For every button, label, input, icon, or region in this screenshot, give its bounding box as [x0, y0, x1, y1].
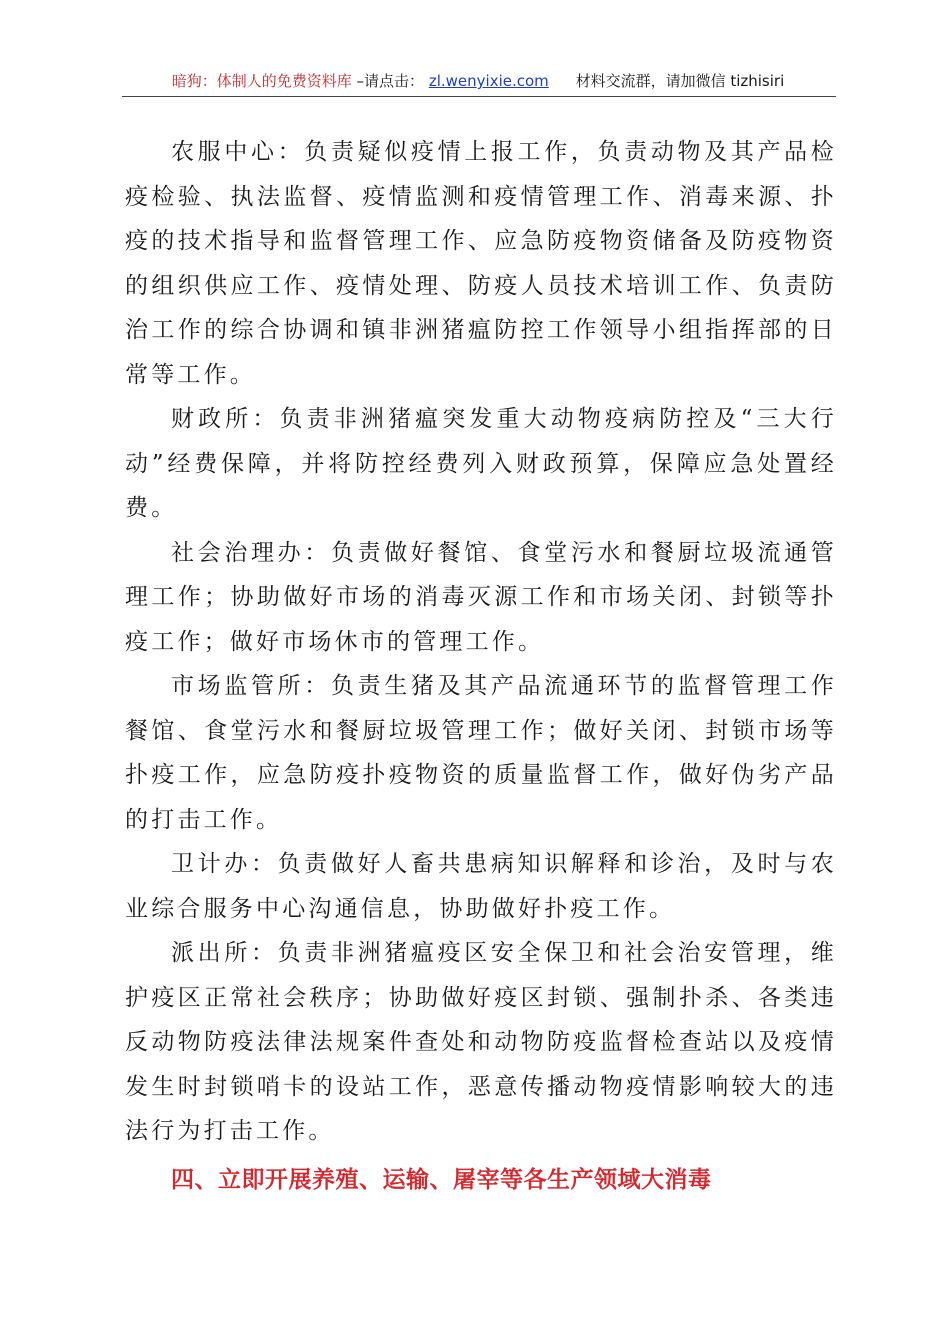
- paragraph-finance-office: 财政所：负责非洲猪瘟突发重大动物疫病防控及“三大行动”经费保障，并将防控经费列入财政预算，保障应急处置经费。: [125, 406, 837, 521]
- paragraph-health-office: 卫计办：负责做好人畜共患病知识解释和诊治，及时与农业综合服务中心沟通信息，协助做好扑疫工作。: [125, 851, 837, 922]
- header-separator: –: [351, 72, 365, 90]
- header-note: 材料交流群，请加微信 tizhisiri: [575, 72, 785, 90]
- header-link[interactable]: zl.wenyixie.com: [428, 72, 549, 90]
- page-header: [122, 66, 834, 96]
- header-divider: [122, 96, 836, 97]
- section-heading: 四、立即开展养殖、运输、屠宰等各生产领域大消毒: [171, 1166, 712, 1193]
- paragraph-social-governance-office: 社会治理办：负责做好餐馆、食堂污水和餐厨垃圾流通管理工作；协助做好市场的消毒灭源工作和市场关闭、封锁等扑疫工作；做好市场休市的管理工作。: [125, 539, 837, 655]
- paragraph-agriculture-center: 农服中心：负责疑似疫情上报工作，负责动物及其产品检疫检验、执法监督、疫情监测和疫情管理工作、消毒来源、扑疫的技术指导和监督管理工作、应急防疫物资储备及防疫物资的组织供应工作、疫情处理、防疫人员技术培训工作、负责防治工作的综合协调和镇非洲猪瘟防控工作领导小组指挥部的日常等工作。: [125, 139, 837, 388]
- paragraph-police-station: 派出所：负责非洲猪瘟疫区安全保卫和社会治安管理，维护疫区正常社会秩序；协助做好疫区封锁、强制扑杀、各类违反动物防疫法律法规案件查处和动物防疫监督检查站以及疫情发生时封锁哨卡的设站工作，恶意传播动物疫情影响较大的违法行为打击工作。: [125, 940, 837, 1144]
- document-body: [125, 130, 837, 1202]
- paragraph-market-supervision-office: 市场监管所：负责生猪及其产品流通环节的监督管理工作餐馆、食堂污水和餐厨垃圾管理工作；做好关闭、封锁市场等扑疫工作，应急防疫扑疫物资的质量监督工作，做好伪劣产品的打击工作。: [125, 673, 837, 833]
- header-brand: 暗狗：体制人的免费资料库: [171, 72, 352, 90]
- header-prompt: 请点击：: [364, 72, 425, 90]
